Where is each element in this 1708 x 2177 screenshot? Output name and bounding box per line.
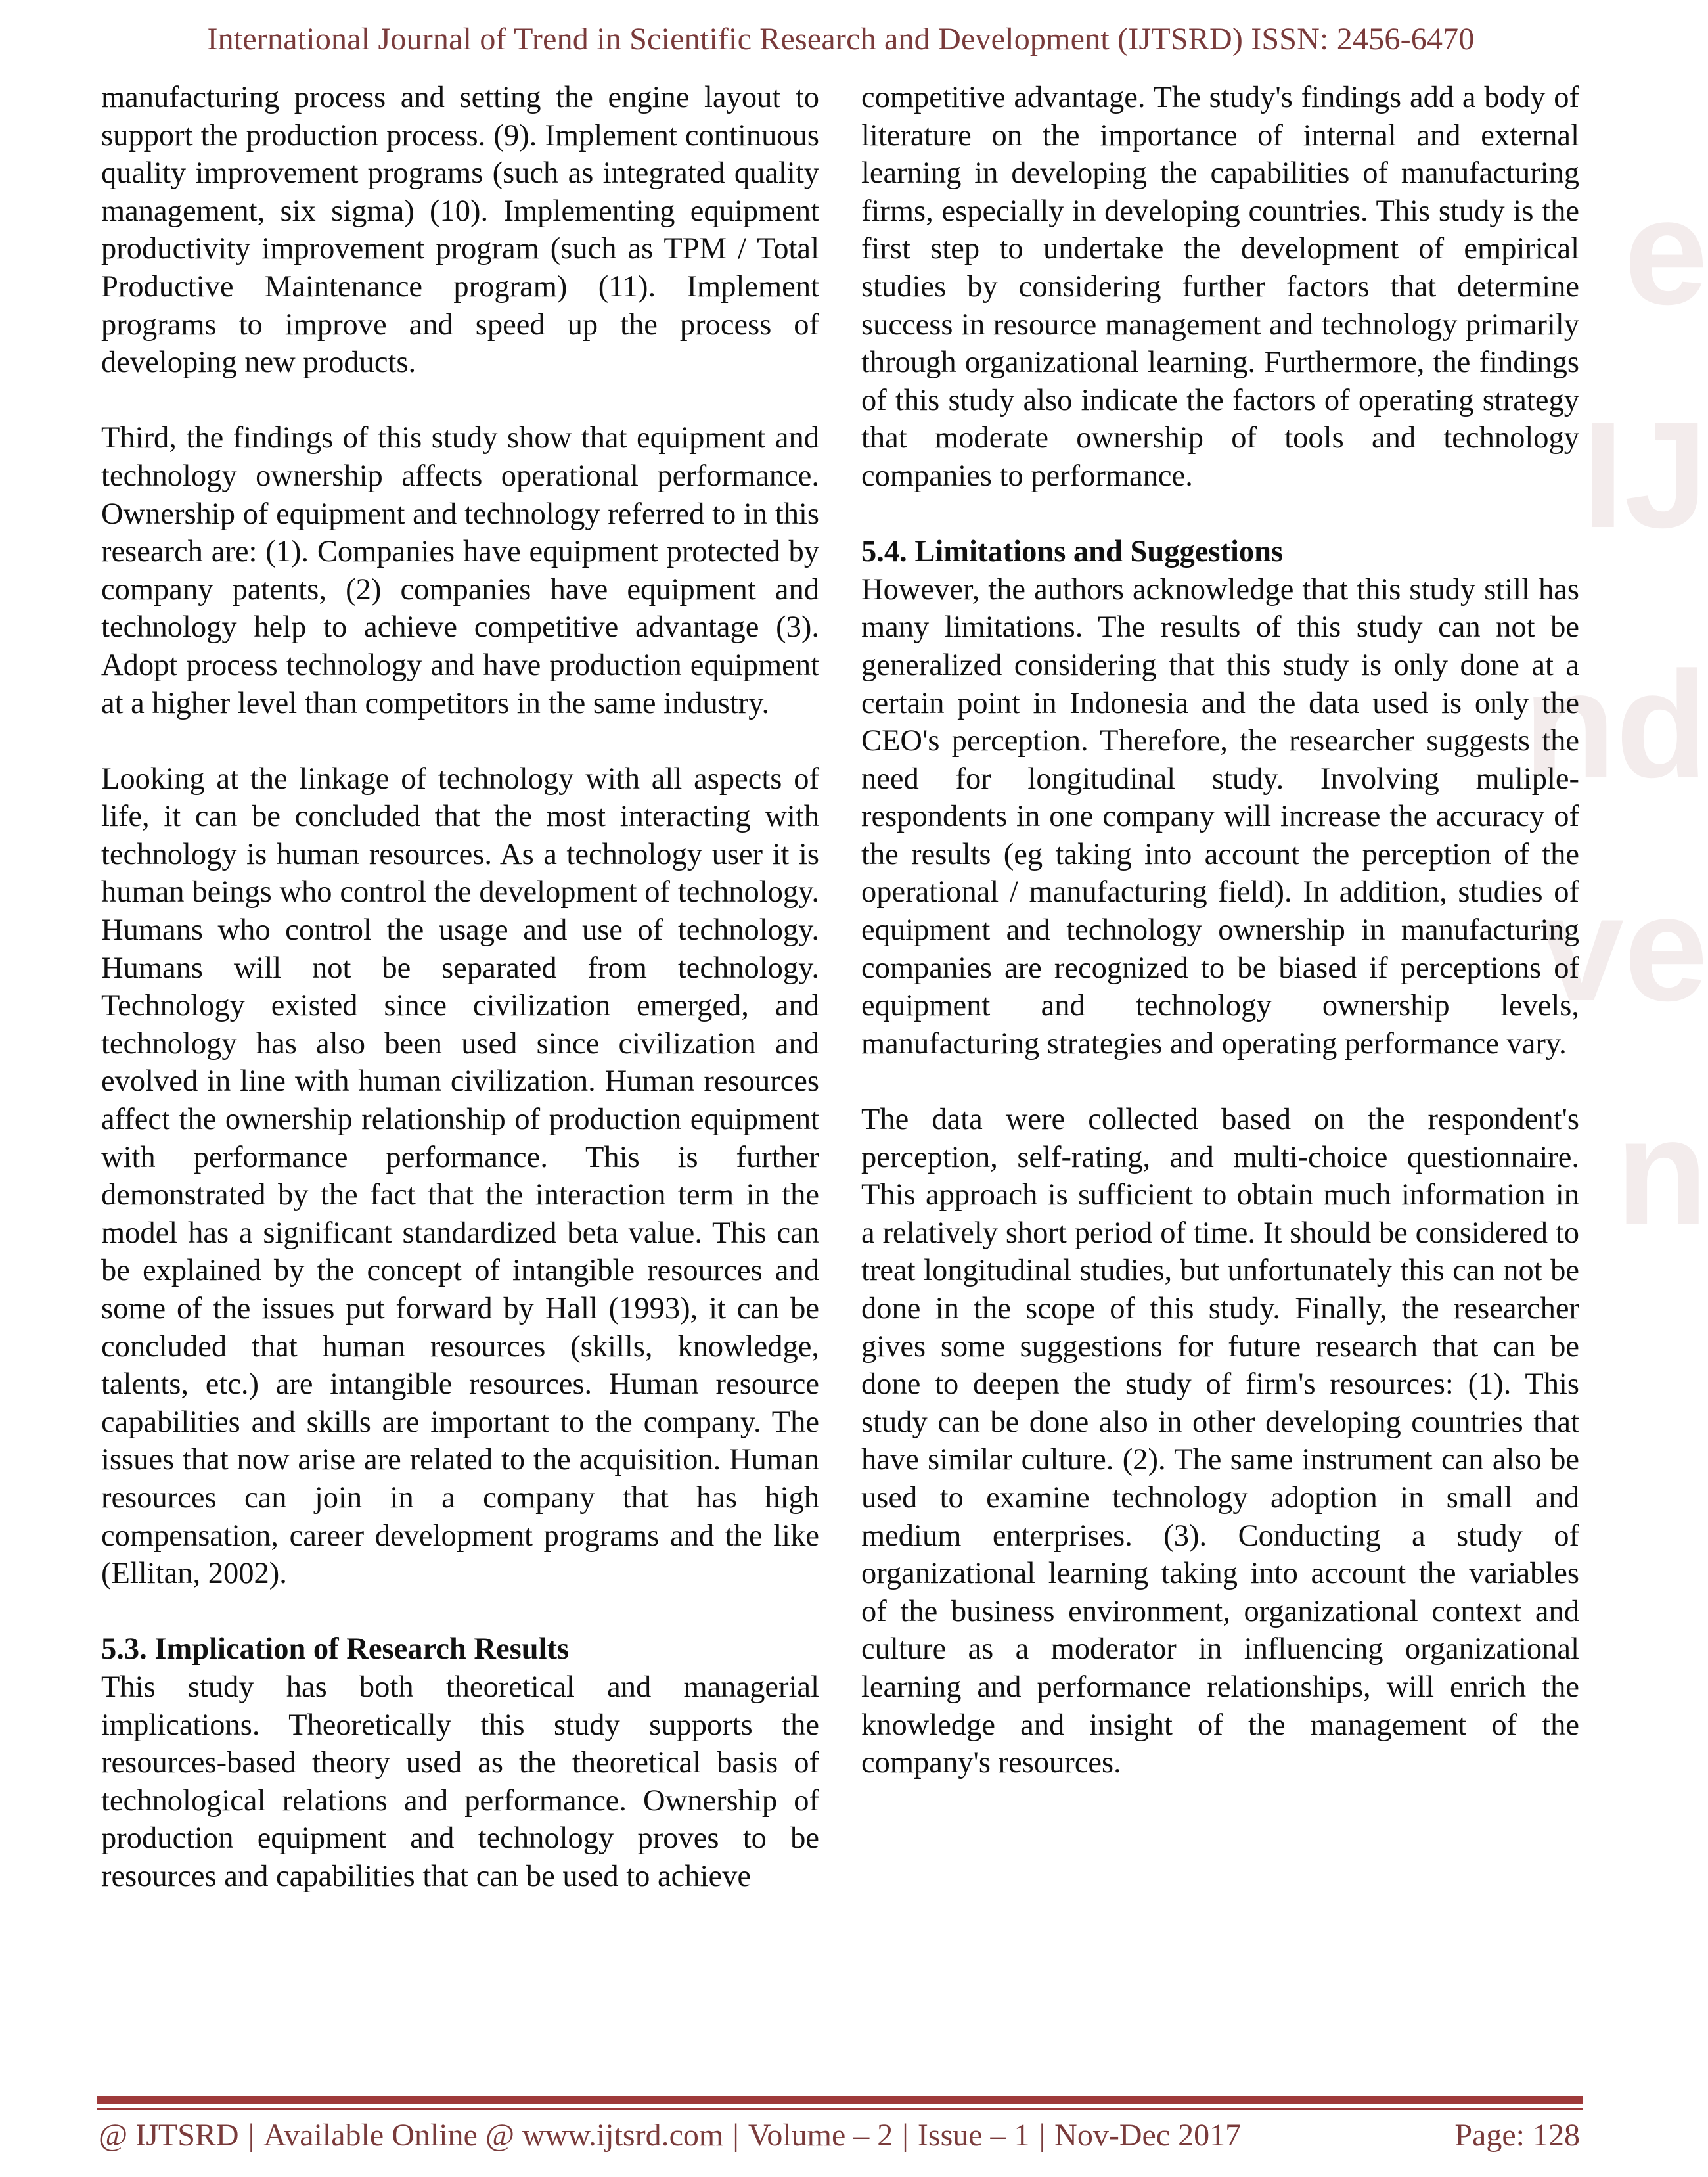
footer-date: Nov-Dec 2017 [1054, 2118, 1242, 2153]
paragraph: competitive advantage. The study's findings add a body of literature on the importance of internal and external learning in developing the capabilities of manufacturing firms, especially in developing countries. This study is the first step to undertake the development of empirical studies by considering further factors that determine success in resource management and technology primarily through organizational learning. Furthermore, the findings of this study also indicate the factors of operating strategy that moderate ownership of tools and technology companies to performance. [861, 81, 1579, 493]
footer-separator: | [732, 2118, 739, 2153]
left-column [101, 79, 819, 1896]
page-footer [99, 2117, 1580, 2153]
section-heading: 5.4. Limitations and Suggestions [861, 535, 1284, 569]
paragraph: Looking at the linkage of technology with all aspects of life, it can be concluded that the most interacting with technology is human resources. As a technology user it is human beings who control the development of technology. Humans who control the usage and use of technology. Humans will not be separated from technology. Technology existed since civilization emerged, and technology has also been used since civilization and evolved in line with human civilization. Human resources affect the ownership relationship of production equipment with performance performance. This is further demonstrated by the fact that the interaction term in the model has a significant standardized beta value. This can be explained by the concept of intangible resources and some of the issues put forward by Hall (1993), it can be concluded that human resources (skills, knowledge, talents, etc.) are intangible resources. Human resource capabilities and skills are important to the company. The issues that now arise are related to the acquisition. Human resources can join in a company that has high compensation, career development programs and the like (Ellitan, 2002). [101, 762, 819, 1591]
paragraph: Third, the findings of this study show that equipment and technology ownership affects operational performance. Ownership of equipment and technology referred to in this research are: (1). Companies have equipment protected by company patents, (2) companies have equipment and technology help to achieve competitive advantage (3). Adopt process technology and have production equipment at a higher level than competitors in the same industry. [101, 421, 819, 720]
paragraph: This study has both theoretical and managerial implications. Theoretically this study supports the resources-based theory used as the theoretical basis of technological relations and performance. Ownership of production equipment and technology proves to be resources and capabilities that can be used to achieve [101, 1670, 819, 1893]
footer-separator: | [1039, 2118, 1046, 2153]
footer-separator: | [248, 2118, 255, 2153]
footer-website-link[interactable]: Available Online @ www.ijtsrd.com [263, 2118, 724, 2153]
paragraph: However, the authors acknowledge that this study still has many limitations. The results of this study can not be generalized considering that this study is only done at a certain point in Indonesia and the data used is only the CEO's perception. Therefore, the researcher suggests the need for longitudinal study. Involving muliple-respondents in one company will increase the accuracy of the results (eg taking into account the perception of the operational / manufacturing field). In addition, studies of equipment and technology ownership in manufacturing companies are recognized to be biased if perceptions of equipment and technology ownership levels, manufacturing strategies and operating performance vary. [861, 572, 1579, 1061]
footer-journal: @ IJTSRD [99, 2118, 239, 2153]
footer-separator: | [902, 2118, 909, 2153]
paragraph: The data were collected based on the respondent's perception, self-rating, and multi-choice questionnaire. This approach is sufficient to obtain much information in a relatively short period of time. It should be considered to treat longitudinal studies, but unfortunately this can not be done in the scope of this study. Finally, the researcher gives some suggestions for future research that can be done to deepen the study of firm's resources: (1). This study can be done also in other developing countries that have similar culture. (2). The same instrument can also be used to examine technology adoption in small and medium enterprises. (3). Conducting a study of organizational learning taking into account the variables of the business environment, organizational context and culture as a moderator in influencing organizational learning and performance relationships, will enrich the knowledge and insight of the management of the company's resources. [861, 1103, 1579, 1780]
footer-issue: Issue – 1 [917, 2118, 1030, 2153]
footer-info [99, 2117, 1241, 2153]
article-body [101, 79, 1579, 1896]
right-column [861, 79, 1579, 1896]
footer-divider [97, 2096, 1583, 2104]
watermark-logo: e IJ nd ve n [1523, 167, 1708, 1256]
page-number: Page: 128 [1454, 2118, 1580, 2153]
section-heading: 5.3. Implication of Research Results [101, 1632, 570, 1666]
running-header [0, 21, 1682, 57]
paragraph: manufacturing process and setting the engine layout to support the production process. (9). Implement continuous quality improvement programs (such as integrated quality management, six sigma) (10). Implementing equipment productivity improvement program (such as TPM / Total Productive Maintenance program) (11). Implement programs to improve and speed up the process of developing new products. [101, 81, 819, 380]
footer-divider-thin [97, 2108, 1583, 2110]
journal-title: International Journal of Trend in Scientific Research and Development (IJTSRD) ISSN: 2456-6470 [207, 22, 1475, 57]
footer-volume: Volume – 2 [748, 2118, 893, 2153]
